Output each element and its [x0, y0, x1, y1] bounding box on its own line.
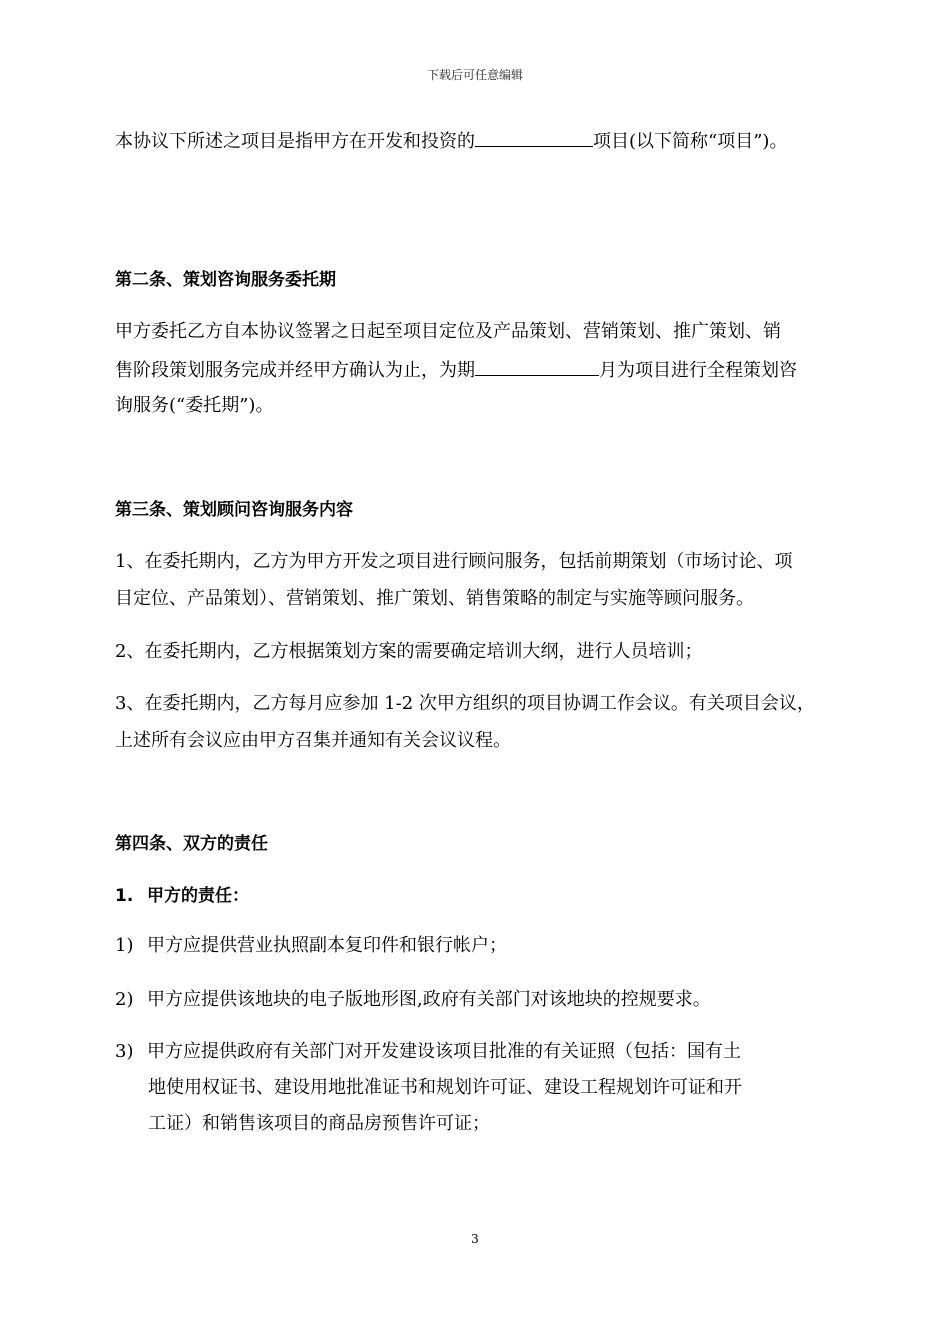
article2-line3: 询服务(“委托期”)。 — [115, 395, 274, 416]
header-note: 下载后可任意编辑 — [426, 68, 523, 82]
page-number: 3 — [471, 1232, 479, 1246]
list-item-number: 3) — [115, 1041, 134, 1062]
intro-text-before: 本协议下所述之项目是指甲方在开发和投资的 — [115, 131, 475, 152]
project-name-blank — [475, 128, 593, 147]
article2-line2-after: 月为项目进行全程策划咨 — [599, 360, 797, 381]
article4-heading: 第四条、双方的责任 — [115, 834, 268, 854]
list-item-number: 2) — [115, 989, 134, 1010]
list-item — [115, 934, 507, 958]
list-item-number: 1) — [115, 935, 134, 956]
article3-item2: 2、在委托期内，乙方根据策划方案的需要确定培训大纲，进行人员培训； — [115, 641, 703, 662]
list-item — [115, 1040, 741, 1064]
article2-line2-before: 售阶段策划服务完成并经甲方确认为止，为期 — [115, 360, 475, 381]
article4-sub1 — [115, 884, 249, 908]
article3-item1-line1: 1、在委托期内，乙方为甲方开发之项目进行顾问服务，包括前期策划（市场讨论、项 — [115, 551, 793, 572]
article2-heading: 第二条、策划咨询服务委托期 — [115, 270, 336, 290]
article3-item3-line2: 上述所有会议应由甲方召集并通知有关会议议程。 — [115, 730, 511, 751]
list-item-text: 甲方应提供该地块的电子版地形图,政府有关部门对该地块的控规要求。 — [147, 989, 711, 1010]
article2-line2 — [115, 357, 797, 383]
intro-paragraph — [115, 128, 787, 154]
article3-item3-line1: 3、在委托期内，乙方每月应参加 1-2 次甲方组织的项目协调工作会议。有关项目会议， — [115, 693, 815, 714]
list-item-continuation: 地使用权证书、建设用地批准证书和规划许可证、建设工程规划许可证和开 — [148, 1077, 742, 1098]
intro-text-after: 项目(以下简称“项目”)。 — [593, 131, 788, 152]
article4-sub1-title: 甲方的责任： — [147, 886, 249, 906]
term-months-blank — [475, 357, 599, 376]
list-item-text: 甲方应提供政府有关部门对开发建设该项目批准的有关证照（包括：国有土 — [147, 1041, 741, 1062]
article4-sub1-number: 1. — [115, 886, 134, 906]
article2-line1: 甲方委托乙方自本协议签署之日起至项目定位及产品策划、营销策划、推广策划、销 — [115, 321, 781, 342]
list-item-text: 甲方应提供营业执照副本复印件和银行帐户； — [147, 935, 507, 956]
article3-heading: 第三条、策划顾问咨询服务内容 — [115, 500, 353, 520]
article3-item1-line2: 目定位、产品策划）、营销策划、推广策划、销售策略的制定与实施等顾问服务。 — [115, 588, 754, 609]
list-item — [115, 988, 711, 1012]
list-item-continuation: 工证）和销售该项目的商品房预售许可证； — [148, 1113, 490, 1134]
